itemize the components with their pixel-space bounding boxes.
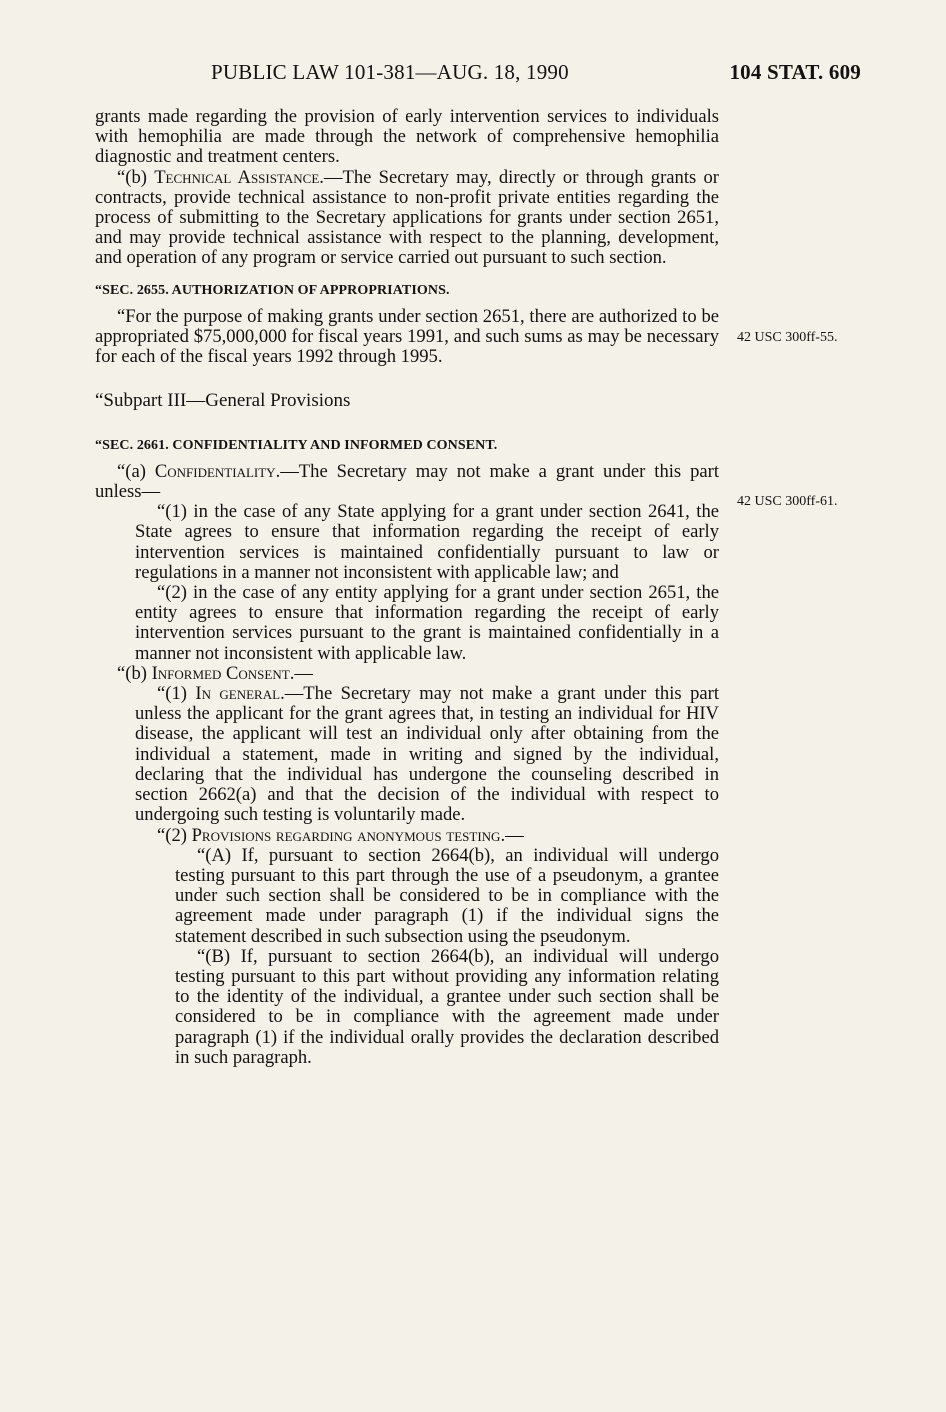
paragraph-b-2-A: “(A) If, pursuant to section 2664(b), an individual will undergo testing pursuant to this part through the use of a pseudonym, a grantee under such section shall be considered to be in compliance with the agreement made under paragraph (1) if the individual signs the statement described in such subsection using the pseudonym.: [175, 844, 719, 947]
header-stat-page: 104 STAT. 609: [729, 60, 861, 84]
paragraph-heading: Provisions regarding anonymous testing: [191, 824, 501, 846]
paragraph-marker: “(b): [117, 662, 152, 684]
paragraph-marker: “(a): [117, 460, 155, 482]
subsection-heading: Confidentiality: [154, 460, 276, 482]
paragraph-b-2-B: “(B) If, pursuant to section 2664(b), an individual will undergo testing pursuant to this part without providing any information relating to the identity of the individual, a grantee under such section shall be considered to be in compliance with the agreement made under paragraph (1) if the individual orally provides the declaration described in such paragraph.: [175, 945, 719, 1068]
paragraph-marker: “(2): [157, 824, 192, 846]
paragraph-text: .—: [289, 662, 313, 684]
paragraph-confidentiality: [95, 462, 719, 502]
document-body: [95, 107, 719, 1068]
paragraph-marker: “(1): [157, 683, 196, 705]
paragraph-a-2: “(2) in the case of any entity applying for a grant under section 2651, the entity agrees to ensure that information regarding the receipt of early intervention services pursuant to the grant is maintained confidentially in a manner not inconsistent with applicable law.: [135, 582, 719, 664]
paragraph-marker: “(b): [117, 166, 155, 188]
header-title: PUBLIC LAW 101-381—AUG. 18, 1990: [211, 60, 569, 84]
paragraph-informed-consent: [95, 664, 719, 684]
section-heading-2661: “SEC. 2661. CONFIDENTIALITY AND INFORMED CONSENT.: [95, 437, 498, 453]
margin-note-sec-2655: 42 USC 300ff-55.: [737, 330, 838, 345]
paragraph-text: .—: [500, 824, 524, 846]
paragraph-appropriations: “For the purpose of making grants under section 2651, there are authorized to be appropriated $75,000,000 for fiscal years 1991, and such sums as may be necessary for each of the fiscal years 1992 through 1995.: [95, 305, 719, 368]
subsection-heading: Technical Assistance: [154, 166, 320, 188]
page-header: [211, 60, 861, 90]
paragraph-text: .—The Secretary may not make a grant under this part unless the applicant for the grant agrees that, in testing an individual for HIV disease, the applicant will test an individual only after obtaining from the individual a statement, made in writing and signed by the individual, declaring that the individual has undergone the counseling described in section 2662(a) and that the decision of the individual with respect to undergoing such testing is voluntarily made.: [135, 683, 719, 826]
margin-note-sec-2661: 42 USC 300ff-61.: [737, 494, 838, 509]
paragraph-continuation: grants made regarding the provision of early intervention services to individuals with hemophilia are made through the network of comprehensive hemophilia diagnostic and treatment centers.: [95, 106, 719, 168]
paragraph-a-1: “(1) in the case of any State applying for a grant under section 2641, the State agrees to ensure that information regarding the receipt of early intervention services is maintained confidentially pursuant to law or regulations in a manner not inconsistent with applicable law; and: [135, 501, 719, 583]
paragraph-b-1: [95, 684, 719, 825]
paragraph-text: .—The Secretary may not make a grant under this part unless—: [95, 460, 719, 503]
paragraph-b-2: [95, 826, 719, 846]
subpart-heading: “Subpart III—General Provisions: [95, 390, 351, 412]
paragraph-heading: In general: [195, 683, 281, 705]
section-heading-2655: “SEC. 2655. AUTHORIZATION OF APPROPRIATIONS.: [95, 282, 450, 298]
subsection-heading: Informed Consent: [151, 662, 290, 684]
paragraph-text: .—The Secretary may, directly or through grants or contracts, provide technical assistance to non-profit private entities regarding the process of submitting to the Secretary applications for grants under section 2651, and may provide technical assistance with respect to the planning, development, and operation of any program or service carried out pursuant to such section.: [95, 166, 719, 269]
paragraph-technical-assistance: [95, 168, 719, 269]
